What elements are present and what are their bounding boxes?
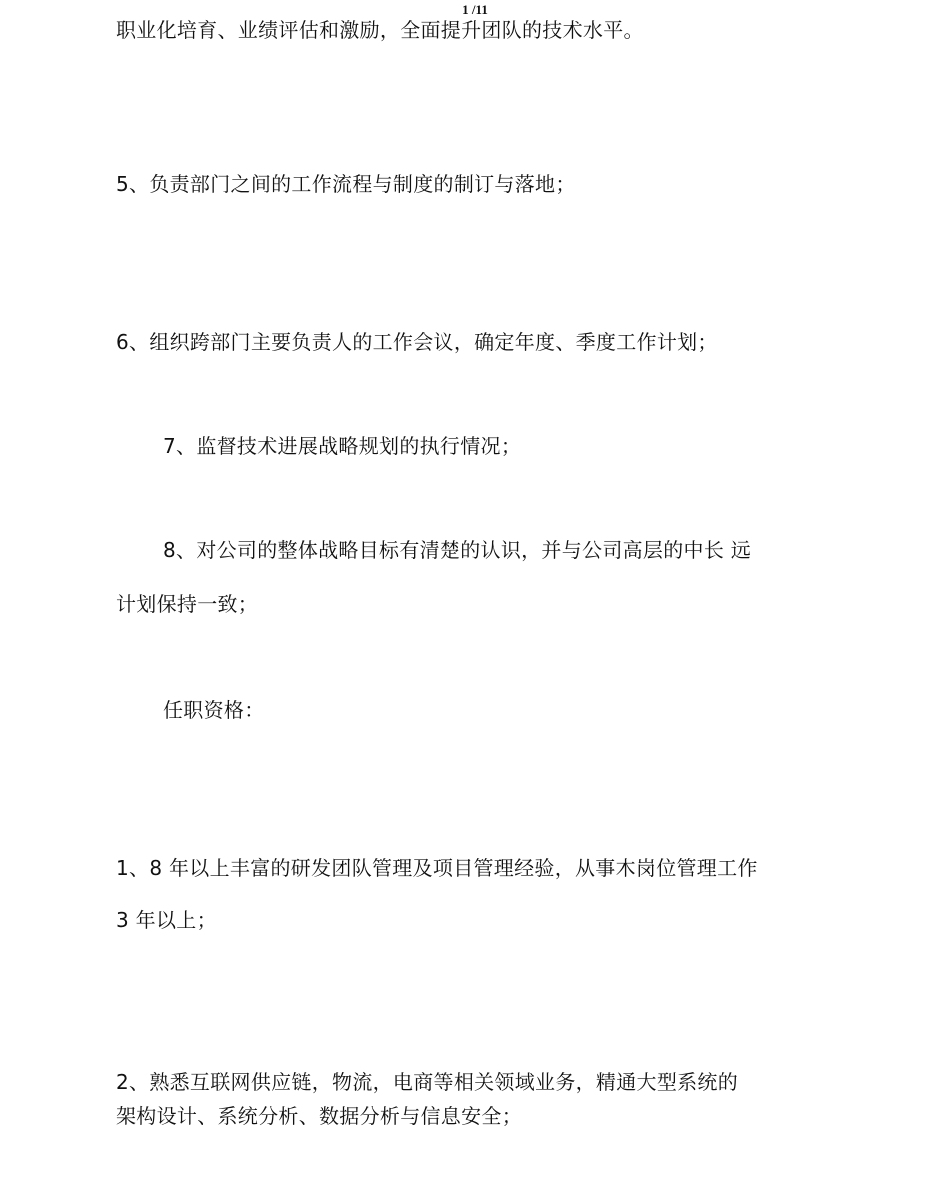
paragraph-line-8: 3 年以上； bbox=[116, 908, 217, 932]
section-heading: 任职资格： bbox=[163, 698, 265, 722]
page-number: 1 /11 bbox=[462, 2, 488, 17]
paragraph-line-4: 7、监督技术进展战略规划的执行情况； bbox=[163, 434, 522, 458]
paragraph-line-9: 2、熟悉互联网供应链，物流，电商等相关领域业务，精通大型系统的 bbox=[116, 1070, 739, 1094]
paragraph-line-2: 5、负责部门之间的工作流程与制度的制订与落地； bbox=[116, 172, 576, 196]
paragraph-line-7: 1、8 年以上丰富的研发团队管理及项目管理经验，从事木岗位管理工作 bbox=[116, 856, 758, 880]
paragraph-line-1: 职业化培育、业绩评估和激励，全面提升团队的技术水平。 bbox=[116, 18, 644, 42]
paragraph-line-5: 8、对公司的整体战略目标有清楚的认识，并与公司高层的中长 远 bbox=[163, 538, 752, 562]
paragraph-line-10: 架构设计、系统分析、数据分析与信息安全； bbox=[116, 1104, 522, 1128]
paragraph-line-6: 计划保持一致； bbox=[116, 592, 259, 616]
paragraph-line-3: 6、组织跨部门主要负责人的工作会议，确定年度、季度工作计划； bbox=[116, 330, 718, 354]
